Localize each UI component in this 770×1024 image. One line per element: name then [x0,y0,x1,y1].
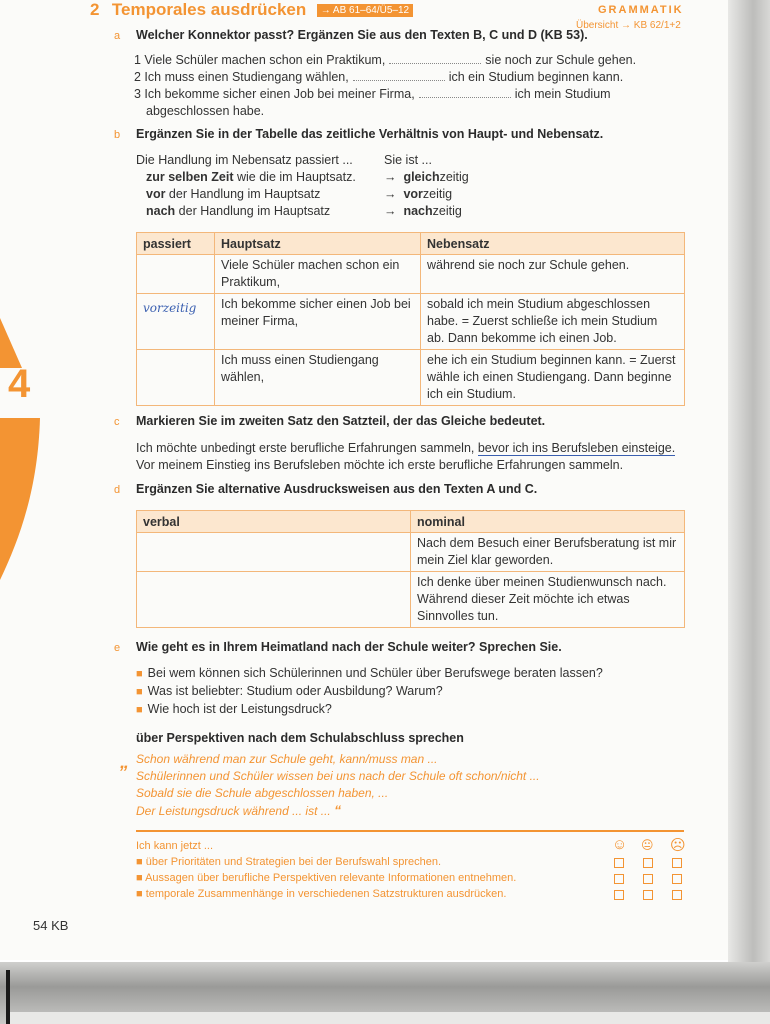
cell-nominal: Nach dem Besuch einer Berufsberatung ist mir mein Ziel klar geworden. [411,533,685,572]
divider [136,830,684,832]
arrow-icon: → [384,187,397,201]
task-c-text: Ich möchte unbedingt erste berufliche Erfahrungen sammeln, bevor ich ins Berufsleben einsteige. Vor meinem Einstieg ins Berufsleben möchte ich erste berufliche Erfahrungen sammeln. [136,441,676,472]
checkbox[interactable] [643,890,653,900]
cell-haupt: Ich muss einen Studiengang wählen, [215,350,421,406]
table-row [137,572,685,628]
task-b-letter: b [114,129,121,141]
workbook-ref-badge: → AB 61–64/Ü5–12 [317,4,413,17]
bullet-icon: ■ [136,668,143,680]
checkbox[interactable] [672,858,682,868]
cell-verbal[interactable] [137,533,411,572]
scan-light-strip [10,1012,770,1024]
col-hauptsatz: Hauptsatz [215,233,421,255]
checkbox[interactable] [614,890,624,900]
section-number: 2 [90,0,100,19]
task-b-question: Ergänzen Sie in der Tabelle das zeitliche Verhältnis von Haupt- und Nebensatz. [136,127,604,141]
happy-face-icon: ☺ [612,836,628,853]
e-phrases: Schon während man zur Schule geht, kann/muss man ... Schülerinnen und Schüler wissen bei uns nach der Schule oft schon/nicht ... Sobald sie die Schule abgeschlossen haben, ... Der Leistungsdruck während ... ist ... “ [136,752,540,818]
table-row [137,294,685,350]
cell-haupt: Ich bekomme sicher einen Job bei meiner Firma, [215,294,421,350]
b-right-column: Sie ist ... → gleichzeitig → vorzeitig → nachzeitig [384,153,469,218]
checkbox[interactable] [672,890,682,900]
col-passiert: passiert [137,233,215,255]
chapter-number: 4 [8,362,31,406]
list-item: ■ temporale Zusammenhänge in verschiedenen Satzstrukturen ausdrücken. [136,888,507,900]
section-header [90,0,413,20]
bullet-icon: ■ [136,704,143,716]
quote-close-icon: “ [334,802,342,818]
bullet-icon: ■ [136,872,146,884]
cell-passiert-handwritten[interactable]: vorzeitig [137,294,215,350]
table-row [137,350,685,406]
quote-open-icon: „ [120,752,129,772]
cell-nominal: Ich denke über meinen Studienwunsch nach. Während dieser Zeit möchte ich etwas Sinnvolles tun. [411,572,685,628]
task-e-letter: e [114,642,121,654]
list-item: ■ Bei wem können sich Schülerinnen und Schüler über Berufswege beraten lassen? [136,666,603,680]
table-row [137,255,685,294]
checkbox[interactable] [672,874,682,884]
e-subheading: über Perspektiven nach dem Schulabschluss sprechen [136,731,464,745]
col-nebensatz: Nebensatz [421,233,685,255]
cell-neben: ehe ich ein Studium beginnen kann. = Zuerst wähle ich einen Studiengang. Dann beginne ich ein Studium. [421,350,685,406]
col-verbal: verbal [137,511,411,533]
bullet-icon: ■ [136,888,146,900]
list-item: ■ Was ist beliebter: Studium oder Ausbildung? Warum? [136,684,443,698]
page-number: 54 KB [33,918,69,933]
checkbox[interactable] [614,874,624,884]
task-d-question: Ergänzen Sie alternative Ausdrucksweisen aus den Texten A und C. [136,482,538,496]
grammatik-label: GRAMMATIK [598,4,684,16]
neutral-face-icon: 😐 [641,838,654,852]
gap-3[interactable] [419,87,511,98]
gap-1[interactable] [389,53,481,64]
cell-neben: während sie noch zur Schule gehen. [421,255,685,294]
col-nominal: nominal [411,511,685,533]
ich-kann-box: Ich kann jetzt ... ■ über Prioritäten und Strategien bei der Berufswahl sprechen. ■ Aussagen über berufliche Perspektiven relevante Informationen entnehmen. ■ temporale Zusammenhänge in verschiedenen Satzstrukturen ausdrücken. [136,840,517,900]
cell-verbal[interactable] [137,572,411,628]
cell-passiert[interactable] [137,255,215,294]
sad-face-icon: ☹ [670,837,686,854]
task-d-letter: d [114,484,121,496]
task-a-sentences: 1 Viele Schüler machen schon ein Praktikum, sie noch zur Schule gehen. 2 Ich muss einen Studiengang wählen, ich ein Studium beginnen kann. 3 Ich bekomme sicher einen Job bei meiner Firma, ich mein Studium abgeschlossen habe. [134,53,637,118]
cell-neben: sobald ich mein Studium abgeschlossen habe. = Zuerst schließe ich mein Studium ab. Dann bekomme ich einen Job. [421,294,685,350]
gap-2[interactable] [353,70,445,81]
list-item: ■ Aussagen über berufliche Perspektiven relevante Informationen entnehmen. [136,872,517,884]
task-a-question: Welcher Konnektor passt? Ergänzen Sie aus den Texten B, C und D (KB 53). [136,28,588,42]
bullet-icon: ■ [136,686,143,698]
arrow-icon: → [384,170,397,184]
b-left-column: Die Handlung im Nebensatz passiert ... zur selben Zeit wie die im Hauptsatz. vor der Handlung im Hauptsatz nach der Handlung im Hauptsatz [136,153,356,218]
uebersicht-ref: Übersicht → KB 62/1+2 [576,20,681,31]
d-table [136,510,685,628]
bullet-icon: ■ [136,856,146,868]
checkbox[interactable] [614,858,624,868]
chapter-tab-shape [0,318,40,580]
task-c-question: Markieren Sie im zweiten Satz den Satzteil, der das Gleiche bedeutet. [136,414,546,428]
e-bullet-list [136,665,603,719]
b-table [136,232,685,406]
list-item: ■ über Prioritäten und Strategien bei der Berufswahl sprechen. [136,856,442,868]
table-row [137,533,685,572]
list-item: ■ Wie hoch ist der Leistungsdruck? [136,702,332,716]
arrow-icon: → [384,204,397,218]
task-e-question: Wie geht es in Ihrem Heimatland nach der Schule weiter? Sprechen Sie. [136,640,562,654]
checkbox[interactable] [643,874,653,884]
task-c-letter: c [114,416,120,428]
scanner-bottom-edge [0,962,770,1024]
section-title: Temporales ausdrücken [111,0,307,19]
cell-passiert[interactable] [137,350,215,406]
cell-haupt: Viele Schüler machen schon ein Praktikum, [215,255,421,294]
page-edge-shadow [728,0,770,1024]
checkbox[interactable] [643,858,653,868]
task-a-letter: a [114,30,121,42]
handwritten-underline: bevor ich ins Berufsleben einsteige. [477,441,676,455]
